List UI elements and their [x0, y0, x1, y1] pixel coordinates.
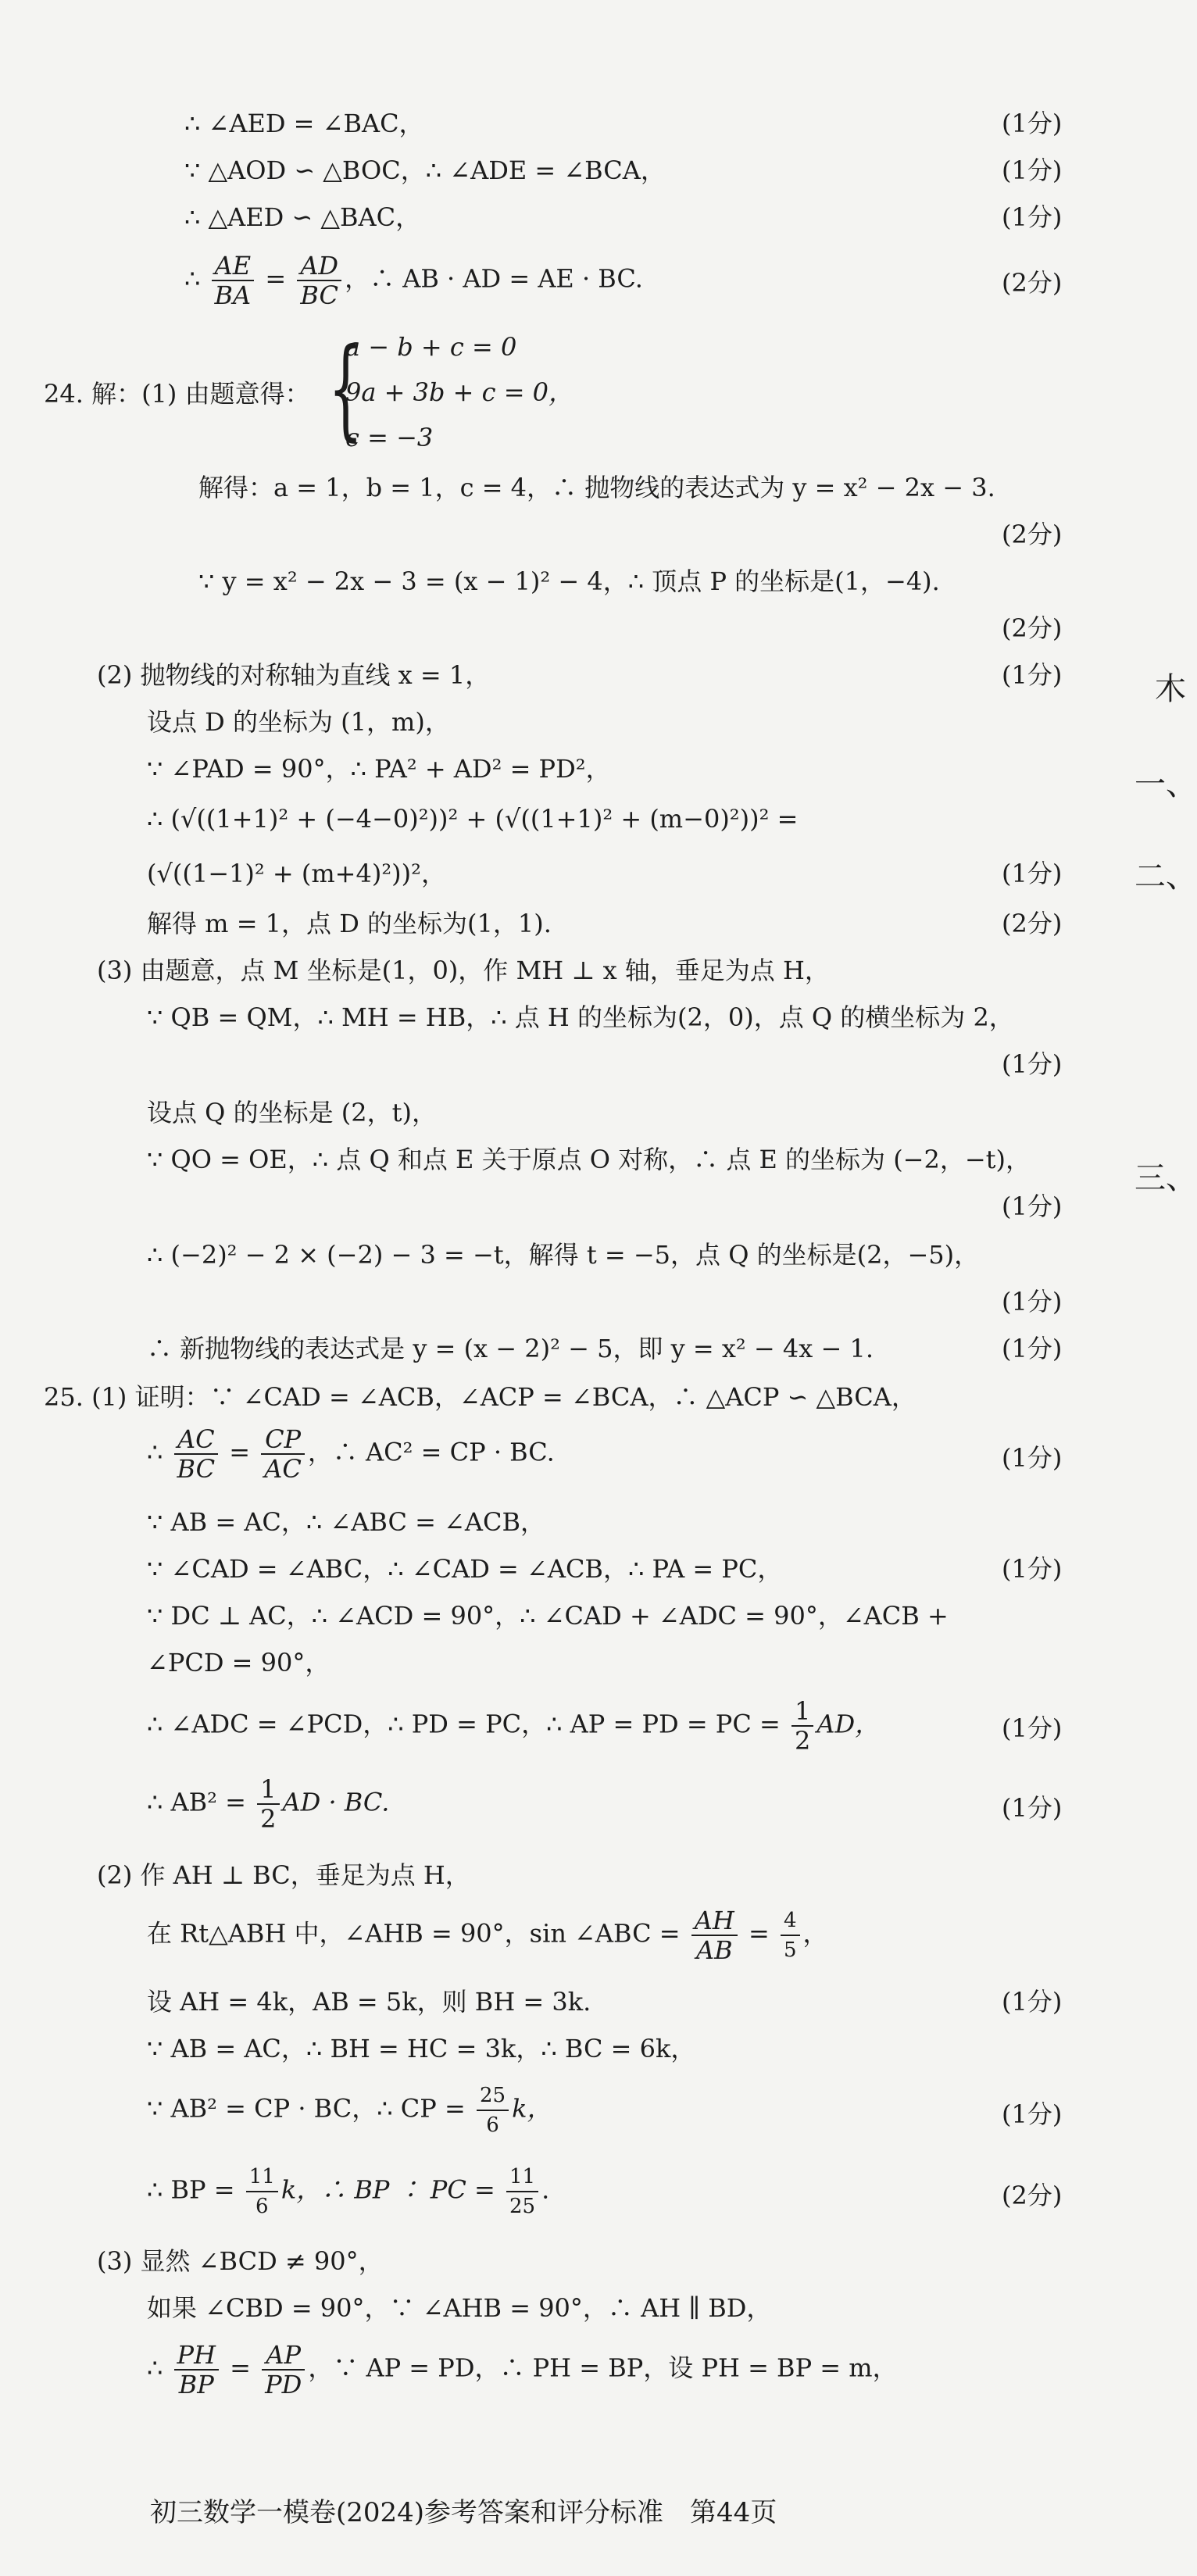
- score: (1分): [1002, 1287, 1063, 1317]
- score: (2分): [1002, 2181, 1063, 2210]
- margin-section: 三、: [1134, 1160, 1197, 1196]
- q25-ap-pd-pc: ∴ ∠ADC = ∠PCD，∴ PD = PC，∴ AP = PD = PC = $\frac{1}{2}$ AD，: [147, 1696, 881, 1756]
- line-ratio-conclusion: ∴ $\frac{AE}{BA}$ = $\frac{AD}{BC}$ ，∴ AB · AD = AE · BC.: [184, 251, 643, 310]
- q24-part2-eq-cont: (√((1−1)² + (m+4)²))²，: [147, 859, 446, 888]
- q25-part2-cp: ∵ AB² = CP · BC，∴ CP = $\frac{25}{6}$ k，: [147, 2081, 552, 2139]
- q24-vertex: ∵ y = x² − 2x − 3 = (x − 1)² − 4，∴ 顶点 P 的坐标是(1，−4).: [198, 566, 940, 596]
- q24-part3-q: 设点 Q 的坐标是 (2，t)，: [147, 1098, 437, 1127]
- q25-ab-squared: ∴ AB² = $\frac{1}{2}$ AD · BC.: [147, 1774, 390, 1834]
- q24-part2-pythag: ∵ ∠PAD = 90°，∴ PA² + AD² = PD²，: [147, 754, 611, 784]
- q25-perpendicular-cont: ∠PCD = 90°，: [147, 1648, 331, 1677]
- q24-part3-h: ∵ QB = QM，∴ MH = HB，∴ 点 H 的坐标为(2，0)，点 Q 的横坐标为 2，: [147, 1002, 1014, 1032]
- q25-part2-sin: 在 Rt△ABH 中，∠AHB = 90°，sin ∠ABC = $\frac{AH}{AB}$ = $\frac{4}{5}$ ，: [147, 1906, 828, 1965]
- score: (1分): [1002, 109, 1063, 138]
- q24-part2-pointd: 设点 D 的坐标为 (1，m)，: [147, 707, 450, 737]
- fraction: $\frac{AC}{BC}$: [174, 1425, 219, 1483]
- score: (1分): [1002, 859, 1063, 888]
- q25-part3-cbd: 如果 ∠CBD = 90°，∵ ∠AHB = 90°，∴ AH ∥ BD，: [147, 2293, 772, 2323]
- score: (1分): [1002, 1334, 1063, 1363]
- line-similar-aod-boc: ∵ △AOD ∽ △BOC，∴ ∠ADE = ∠BCA，: [184, 155, 666, 185]
- score: (1分): [1002, 1987, 1063, 2017]
- fraction: $\frac{AH}{AB}$: [691, 1906, 738, 1964]
- q25-part3-ratio: ∴ $\frac{PH}{BP}$ = $\frac{AP}{PD}$ ，∵ AP = PD，∴ PH = BP，设 PH = BP = m，: [147, 2340, 898, 2399]
- q25-part2-bp: ∴ BP = $\frac{11}{6}$ k，∴ BP ∶ PC = $\frac{11}{25}$ .: [147, 2163, 549, 2221]
- q25-pa-pc: ∵ ∠CAD = ∠ABC，∴ ∠CAD = ∠ACB，∴ PA = PC，: [147, 1554, 783, 1584]
- q24-solve: 解得：a = 1，b = 1，c = 4，∴ 抛物线的表达式为 y = x² − 2x − 3.: [198, 473, 995, 502]
- score: (1分): [1002, 202, 1063, 232]
- system-eq-2: 9a + 3b + c = 0，: [345, 377, 574, 407]
- system-eq-1: a − b + c = 0: [345, 332, 517, 362]
- fraction: $\frac{PH}{BP}$: [174, 2341, 219, 2399]
- q24-part2-result: 解得 m = 1，点 D 的坐标为(1，1).: [147, 909, 552, 938]
- q24-part3-t: ∴ (−2)² − 2 × (−2) − 3 = −t，解得 t = −5，点 Q 的坐标是(2，−5)，: [147, 1240, 980, 1270]
- score: (2分): [1002, 268, 1063, 298]
- system-eq-3: c = −3: [345, 423, 434, 452]
- score: (1分): [1002, 1049, 1063, 1079]
- page-footer: 初三数学一模卷(2024)参考答案和评分标准 第44页: [150, 2497, 777, 2528]
- line-aed-bac: ∴ ∠AED = ∠BAC，: [184, 109, 424, 138]
- fraction: $\frac{1}{2}$: [791, 1697, 813, 1755]
- score: (1分): [1002, 155, 1063, 185]
- q24-part2-eq: ∴ (√((1+1)² + (−4−0)²))² + (√((1+1)² + (m−0)²))² =: [147, 804, 799, 834]
- margin-section: 二、: [1134, 859, 1197, 895]
- line-similar-aed-bac: ∴ △AED ∽ △BAC，: [184, 202, 421, 232]
- fraction: $\frac{AE}{BA}$: [212, 252, 255, 309]
- fraction: $\frac{1}{2}$: [257, 1775, 279, 1833]
- score: (1分): [1002, 1554, 1063, 1584]
- fraction: $\frac{25}{6}$: [477, 2081, 509, 2139]
- score: (1分): [1002, 1793, 1063, 1823]
- margin-glyph: 木: [1155, 671, 1186, 707]
- score: (1分): [1002, 660, 1063, 690]
- system-brace: {: [328, 325, 363, 452]
- q25-part2-bc: ∵ AB = AC，∴ BH = HC = 3k，∴ BC = 6k，: [147, 2034, 696, 2063]
- fraction: $\frac{4}{5}$: [781, 1906, 800, 1964]
- q25-part2-let: 设 AH = 4k，AB = 5k，则 BH = 3k.: [147, 1987, 591, 2017]
- margin-section: 一、: [1134, 766, 1197, 802]
- q24-part2-axis: (2) 抛物线的对称轴为直线 x = 1，: [97, 660, 491, 690]
- score: (2分): [1002, 613, 1063, 643]
- score: (1分): [1002, 2099, 1063, 2129]
- fraction: $\frac{AD}{BC}$: [297, 252, 341, 309]
- q25-ratio: ∴ $\frac{AC}{BC}$ = $\frac{CP}{AC}$ ，∴ AC² = CP · BC.: [147, 1424, 555, 1484]
- q24-part3-new-parabola: ∴ 新抛物线的表达式是 y = (x − 2)² − 5，即 y = x² − 4x − 1.: [147, 1334, 874, 1363]
- q25-part3-bcd: (3) 显然 ∠BCD ≠ 90°，: [97, 2246, 384, 2276]
- fraction: $\frac{AP}{PD}$: [262, 2341, 305, 2399]
- score: (1分): [1002, 1713, 1063, 1743]
- score: (1分): [1002, 1192, 1063, 1221]
- q24-part3-e: ∵ QO = OE，∴ 点 Q 和点 E 关于原点 O 对称，∴ 点 E 的坐标为 (−2，−t)，: [147, 1145, 1031, 1174]
- score: (2分): [1002, 909, 1063, 938]
- q24-heading: 24. 解：(1) 由题意得：: [44, 379, 310, 409]
- fraction: $\frac{11}{25}$: [506, 2163, 538, 2221]
- q25-isosceles: ∵ AB = AC，∴ ∠ABC = ∠ACB，: [147, 1507, 546, 1537]
- q25-heading: 25. (1) 证明：∵ ∠CAD = ∠ACB，∠ACP = ∠BCA，∴ △ACP ∽ △BCA，: [44, 1382, 917, 1412]
- score: (2分): [1002, 520, 1063, 549]
- q25-perpendicular: ∵ DC ⊥ AC，∴ ∠ACD = 90°，∴ ∠CAD + ∠ADC = 90°，∠ACB +: [147, 1601, 949, 1631]
- q25-part2-ah: (2) 作 AH ⊥ BC，垂足为点 H，: [97, 1860, 470, 1890]
- score: (1分): [1002, 1443, 1063, 1473]
- fraction: $\frac{CP}{AC}$: [261, 1425, 305, 1483]
- q24-part3-m: (3) 由题意，点 M 坐标是(1，0)，作 MH ⊥ x 轴，垂足为点 H，: [97, 956, 830, 985]
- fraction: $\frac{11}{6}$: [246, 2163, 278, 2221]
